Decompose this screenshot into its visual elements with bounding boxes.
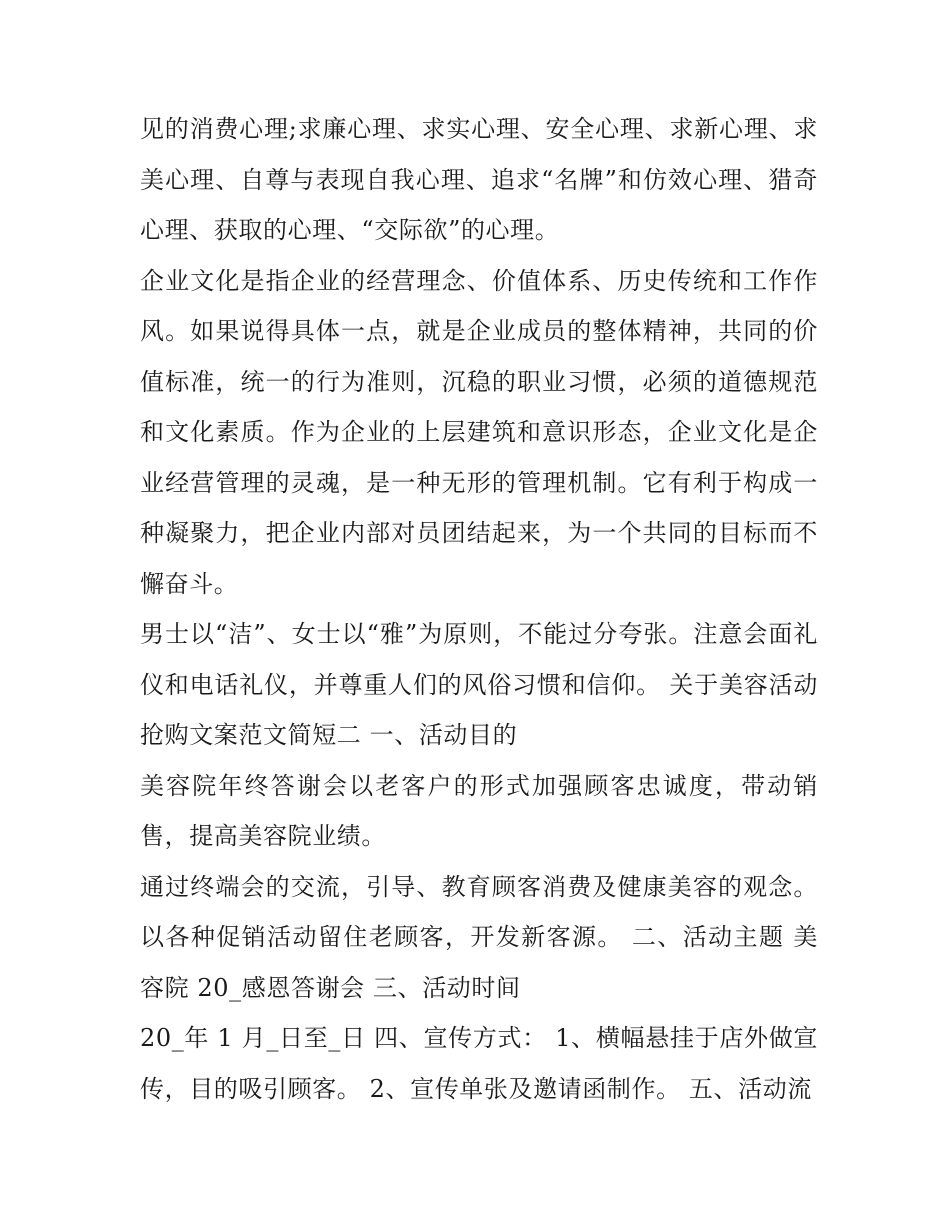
document-body <box>140 104 818 1114</box>
paragraph-etiquette: 男士以“洁”、女士以“雅”为原则，不能过分夸张。注意会面礼仪和电话礼仪，并尊重人们的风俗习惯和信仰。 关于美容活动抢购文案范文简短二 一、活动目的 <box>140 620 818 749</box>
paragraph-event-theme: 通过终端会的交流，引导、教育顾客消费及健康美容的观念。以各种促销活动留住老顾客，开发新客源。 二、活动主题 美容院 20_感恩答谢会 三、活动时间 <box>140 872 818 1002</box>
paragraph-consumer-psychology: 见的消费心理;求廉心理、求实心理、安全心理、求新心理、求美心理、自尊与表现自我心理、追求“名牌”和仿效心理、猎奇心理、获取的心理、“交际欲”的心理。 <box>140 115 818 244</box>
paragraph-promotion-method: 20_年 1 月_日至_日 四、宣传方式： 1、横幅悬挂于店外做宣传，目的吸引顾客。 2、宣传单张及邀请函制作。 五、活动流 <box>140 1024 818 1103</box>
paragraph-event-purpose: 美容院年终答谢会以老客户的形式加强顾客忠诚度，带动销售，提高美容院业绩。 <box>140 771 818 850</box>
paragraph-corporate-culture: 企业文化是指企业的经营理念、价值体系、历史传统和工作作风。如果说得具体一点，就是企业成员的整体精神，共同的价值标准，统一的行为准则，沉稳的职业习惯，必须的道德规范和文化素质。作为企业的上层建筑和意识形态，企业文化是企业经营管理的灵魂，是一种无形的管理机制。它有利于构成一种凝聚力，把企业内部对员团结起来，为一个共同的目标而不懈奋斗。 <box>140 266 818 598</box>
